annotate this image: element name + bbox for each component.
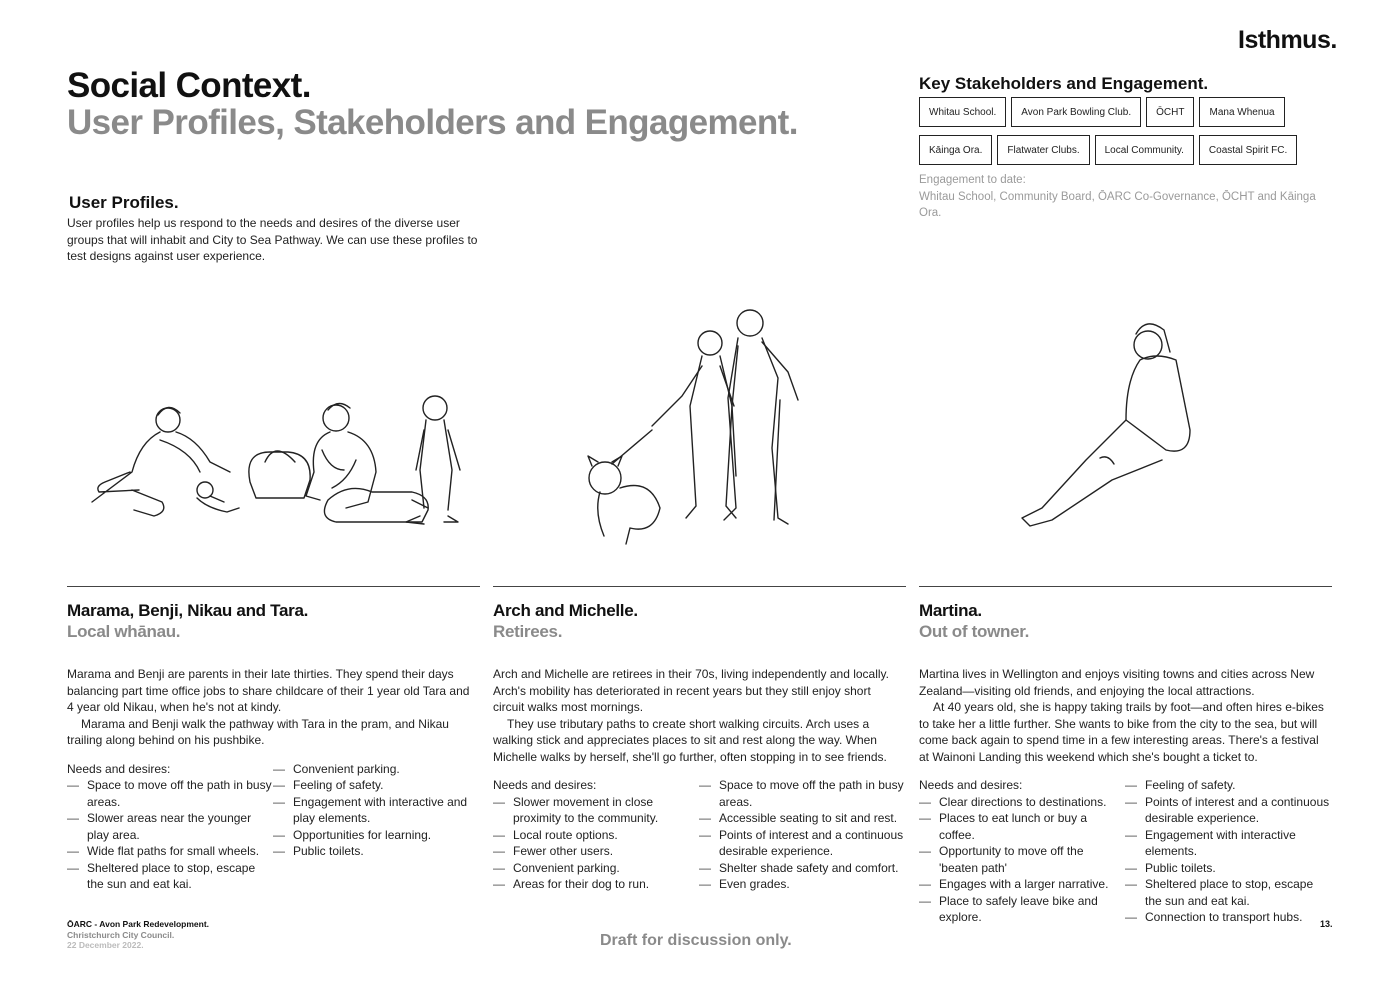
stakeholder-chip: Mana Whenua: [1199, 97, 1284, 127]
need-item: — Sheltered place to stop, escape the sun and eat kai.: [1125, 876, 1331, 909]
need-item: — Space to move off the path in busy areas.: [699, 777, 905, 810]
profile-role: Out of towner.: [919, 622, 1030, 641]
need-item: — Space to move off the path in busy areas.: [67, 777, 273, 810]
needs-label: Needs and desires:: [919, 778, 1023, 792]
need-item: — Connection to transport hubs.: [1125, 909, 1331, 926]
footer-client: Christchurch City Council.: [67, 930, 175, 940]
stakeholder-chip: Whitau School.: [919, 97, 1006, 127]
need-item: — Place to safely leave bike and explore.: [919, 893, 1125, 926]
needs-and-desires: [67, 761, 479, 893]
needs-label: Needs and desires:: [493, 778, 597, 792]
column-divider: [67, 586, 480, 587]
need-item: — Wide flat paths for small wheels.: [67, 843, 273, 860]
need-item: — Points of interest and a continuous desirable experience.: [1125, 794, 1331, 827]
need-item: — Slower areas near the younger play area.: [67, 810, 273, 843]
user-profiles-heading: User Profiles.: [69, 193, 179, 212]
profile-name: Marama, Benji, Nikau and Tara.: [67, 601, 309, 620]
stakeholder-chip: Avon Park Bowling Club.: [1011, 97, 1141, 127]
need-item: — Local route options.: [493, 827, 699, 844]
stakeholder-chip: Coastal Spirit FC.: [1199, 135, 1297, 165]
profile-name: Martina.: [919, 601, 982, 620]
need-item: — Opportunity to move off the 'beaten path': [919, 843, 1125, 876]
need-item: — Feeling of safety.: [273, 777, 479, 794]
need-item: — Even grades.: [699, 876, 905, 893]
user-profiles-description: User profiles help us respond to the needs and desires of the diverse user groups that will inhabit and City to Sea Pathway. We can use these profiles to test designs against user experience.: [67, 216, 478, 263]
column-divider: [493, 586, 906, 587]
need-item: — Public toilets.: [1125, 860, 1331, 877]
need-item: — Clear directions to destinations.: [919, 794, 1125, 811]
woman-illustration: [1022, 324, 1190, 526]
page-subtitle: User Profiles, Stakeholders and Engagement.: [67, 103, 798, 142]
profile-role: Local whānau.: [67, 622, 181, 641]
stakeholders-heading: Key Stakeholders and Engagement.: [919, 74, 1209, 93]
profile-column: [493, 600, 905, 893]
user-profile-illustrations: [60, 290, 1340, 560]
need-item: — Accessible seating to sit and rest.: [699, 810, 905, 827]
needs-label: Needs and desires:: [67, 761, 171, 776]
family-illustration: [92, 396, 460, 524]
need-item: — Engages with a larger narrative.: [919, 876, 1125, 893]
page-title: Social Context.: [67, 66, 311, 105]
footer-project: ŌARC - Avon Park Redevelopment.: [67, 919, 210, 929]
need-item: — Opportunities for learning.: [273, 827, 479, 844]
need-item: — Fewer other users.: [493, 843, 699, 860]
page-number: 13.: [1320, 919, 1333, 929]
need-item: — Engagement with interactive and play elements.: [273, 794, 479, 827]
couple-illustration: [588, 310, 798, 544]
draft-notice: Draft for discussion only.: [600, 932, 792, 949]
profile-description: [919, 666, 1331, 765]
need-item: — Shelter shade safety and comfort.: [699, 860, 905, 877]
need-item: — Sheltered place to stop, escape the sun and eat kai.: [67, 860, 273, 893]
stakeholder-chip: Kāinga Ora.: [919, 135, 992, 165]
profile-paragraph: Martina lives in Wellington and enjoys visiting towns and cities across New Zealand—visiting old friends, and enjoying the local attractions.: [919, 667, 1315, 698]
engagement-to-date: [919, 172, 1339, 222]
needs-and-desires: [493, 777, 905, 893]
stakeholder-chip: Local Community.: [1095, 135, 1194, 165]
needs-and-desires: [919, 777, 1331, 926]
profile-column: [67, 600, 479, 893]
profile-column: [919, 600, 1331, 926]
column-divider: [919, 586, 1332, 587]
stakeholder-chips: [919, 97, 1339, 165]
profile-paragraph: They use tributary paths to create short walking circuits. Arch uses a walking stick and appreciates places to sit and rest along the way. When Michelle walks by herself, she'll go further, often stopping in to see friends.: [493, 716, 887, 764]
profile-paragraph: Marama and Benji are parents in their late thirties. They spend their days balancing part time office jobs to share childcare of their 1 year old Tara and 4 year old Nikau, when he's not at kindy.: [67, 667, 470, 714]
stakeholder-chip: Flatwater Clubs.: [997, 135, 1089, 165]
profile-description: [67, 666, 479, 749]
need-item: — Slower movement in close proximity to the community.: [493, 794, 699, 827]
profile-paragraph: At 40 years old, she is happy taking trails by foot—and often hires e-bikes to take her a little further. She wants to bike from the city to the sea, but will come back again to spend time in a few interesting areas. There's a festival at Wainoni Landing this weekend which she's bought a ticket to.: [919, 700, 1324, 764]
need-item: — Points of interest and a continuous desirable experience.: [699, 827, 905, 860]
profile-paragraph: Marama and Benji walk the pathway with Tara in the pram, and Nikau trailing along behind on his pushbike.: [67, 716, 449, 747]
footer-date: 22 December 2022.: [67, 940, 144, 950]
engagement-text: Whitau School, Community Board, ŌARC Co-Governance, ŌCHT and Kāinga Ora.: [919, 190, 1316, 219]
stakeholder-chip: ŌCHT: [1146, 97, 1194, 127]
profile-paragraph: Arch and Michelle are retirees in their 70s, living independently and locally. Arch's mobility has deteriorated in recent years but they still enjoy short circuit walks most mornings.: [493, 667, 889, 714]
need-item: — Places to eat lunch or buy a coffee.: [919, 810, 1125, 843]
engagement-label: Engagement to date:: [919, 174, 1026, 186]
need-item: — Engagement with interactive elements.: [1125, 827, 1331, 860]
need-item: — Public toilets.: [273, 843, 479, 860]
profile-name: Arch and Michelle.: [493, 601, 638, 620]
need-item: — Convenient parking.: [493, 860, 699, 877]
profile-description: [493, 666, 905, 765]
need-item: — Convenient parking.: [273, 761, 479, 778]
profile-role: Retirees.: [493, 622, 563, 641]
brand-logo: Isthmus.: [1238, 26, 1337, 54]
need-item: — Feeling of safety.: [1125, 777, 1331, 794]
need-item: — Areas for their dog to run.: [493, 876, 699, 893]
